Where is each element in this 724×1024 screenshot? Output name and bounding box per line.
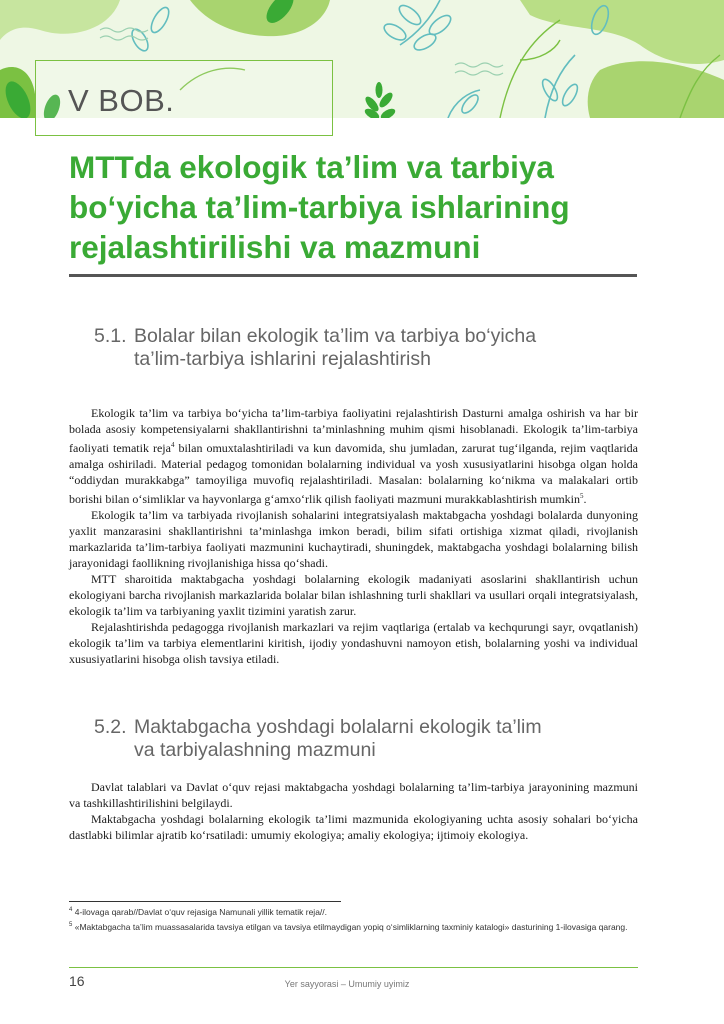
running-footer-title: Yer sayyorasi – Umumiy uyimiz <box>284 979 410 989</box>
section-heading-line-1: Maktabgacha yoshdagi bolalarni ekologik ta’lim <box>134 716 542 738</box>
paragraph-text: Ekologik ta’lim va tarbiya bo‘yicha ta’lim-tarbiya faoliyatini rejalashtirish Dasturni amalga oshirish va har bir bolada asosiy kompetensiyalarni shakllantirishni ta’minlashning muhim qismi hisoblanadi. Ekologik ta’lim-tarbiya faoliyati tematik reja <box>69 406 638 455</box>
chapter-box <box>35 60 333 136</box>
paragraph-text: bilan omuxtalashtiriladi va kun davomida, shu jumladan, zarurat tug‘ilganda, rejim vaqtlarida amalga oshiriladi. Material pedagog tomonidan bolalarning individual va yosh xususiyatlarini hisobga olgan holda “oddiydan murakkabga” tamoyiliga muvofiq rejalashtiriladi. Masalan: bolalarning ko‘nikma va malakalari ortib borishi bilan o‘simliklar va hayvonlarga g‘amxo‘rlik qilish faoliyati mazmuni murakkablashtirish mumkin <box>69 441 638 506</box>
chapter-label: V BOB. <box>68 83 175 118</box>
paragraph: Davlat talablari va Davlat o‘quv rejasi maktabgacha yoshdagi bolalarning ta’lim-tarbiya jarayonining mazmuni va tashkillashtirilishini belgilaydi. <box>69 780 638 810</box>
footnote-ref[interactable]: 4 <box>170 441 175 449</box>
section-heading-line-1: Bolalar bilan ekologik ta’lim va tarbiya bo‘yicha <box>134 325 537 347</box>
footnote-text: «Maktabgacha ta’lim muassasalarida tavsiya etilgan va tavsiya etilmaydigan yopiq o‘simliklarning taxminiy katalogi» dasturining 1-ilovasiga qarang. <box>74 922 628 933</box>
chapter-title <box>69 147 659 267</box>
section-number: 5.2. <box>94 716 127 738</box>
section-5-2-body <box>69 779 638 843</box>
footnote-ref[interactable]: 5 <box>580 492 584 500</box>
section-number: 5.1. <box>94 325 127 347</box>
paragraph: MTT sharoitida maktabgacha yoshdagi bolalarning ekologik madaniyati asoslarini shakllantirish uchun ekologiyani barcha rivojlanish markazlarida bolalar bilan ishlashning turli shakllari va usullari orqali integratsiyalash, ekologik ta’lim va tarbiyaning yaxlit tizimini yaratish zarur. <box>69 572 638 618</box>
footnotes <box>69 905 638 936</box>
chapter-title-line-2: bo‘yicha ta’lim-tarbiya ishlarining <box>69 189 570 225</box>
footnote <box>69 905 638 918</box>
section-heading-line-2: va tarbiyalashning mazmuni <box>134 739 376 761</box>
chapter-title-line-3: rejalashtirilishi va mazmuni <box>69 229 481 265</box>
paragraph: Rejalashtirishda pedagogga rivojlanish markazlari va rejim vaqtlariga (ertalab va kechqurungi sayr, ovqatlanish) ekologik ta’lim va tarbiya elementlarini kiritish, ijodiy yondashuvni namoyon etish, bolalarning yoshi va individual xususiyatlarini hisobga olish tavsiya etiladi. <box>69 620 638 666</box>
chapter-title-line-1: MTTda ekologik ta’lim va tarbiya <box>69 149 554 185</box>
paragraph-text: . <box>583 492 587 506</box>
paragraph: Maktabgacha yoshdagi bolalarning ekologik ta’limi mazmunida ekologiyaning uchta asosiy sohalari bo‘yicha dastlabki bilimlar ajratib ko‘rsatiladi: umumiy ekologiya; amaliy ekologiya; ijtimoiy ekologiya. <box>69 812 638 842</box>
section-5-2-heading <box>94 716 654 762</box>
footnote-divider <box>69 901 341 902</box>
section-5-1-heading <box>94 325 654 371</box>
footnote-text: 4-ilovaga qarab//Davlat o‘quv rejasiga Namunali yillik tematik reja//. <box>74 906 328 917</box>
page-number: 16 <box>69 973 85 989</box>
footer-divider <box>69 967 638 968</box>
title-divider <box>69 274 637 277</box>
footnote-mark: 5 <box>69 922 73 929</box>
footnote-mark: 4 <box>69 907 73 913</box>
section-heading-line-2: ta’lim-tarbiya ishlarini rejalashtirish <box>134 348 431 370</box>
paragraph <box>69 405 638 507</box>
paragraph: Ekologik ta’lim va tarbiyada rivojlanish sohalarini integratsiyalash maktabgacha yoshdagi bolalarda dunyoning yaxlit manzarasini shakllantirishni ta’minlashga imkon beradi, bilim sifati ortishiga xizmat qiladi, rivojlanish markazlarida ta’lim-tarbiya faoliyati mazmunini kuchaytiradi, shuningdek, maktabgacha yoshdagi bolalarning bilish jarayonidagi faollikning rivojlanishiga hissa qo‘shadi. <box>69 508 638 570</box>
footnote <box>69 920 638 933</box>
section-5-1-body <box>69 405 638 667</box>
